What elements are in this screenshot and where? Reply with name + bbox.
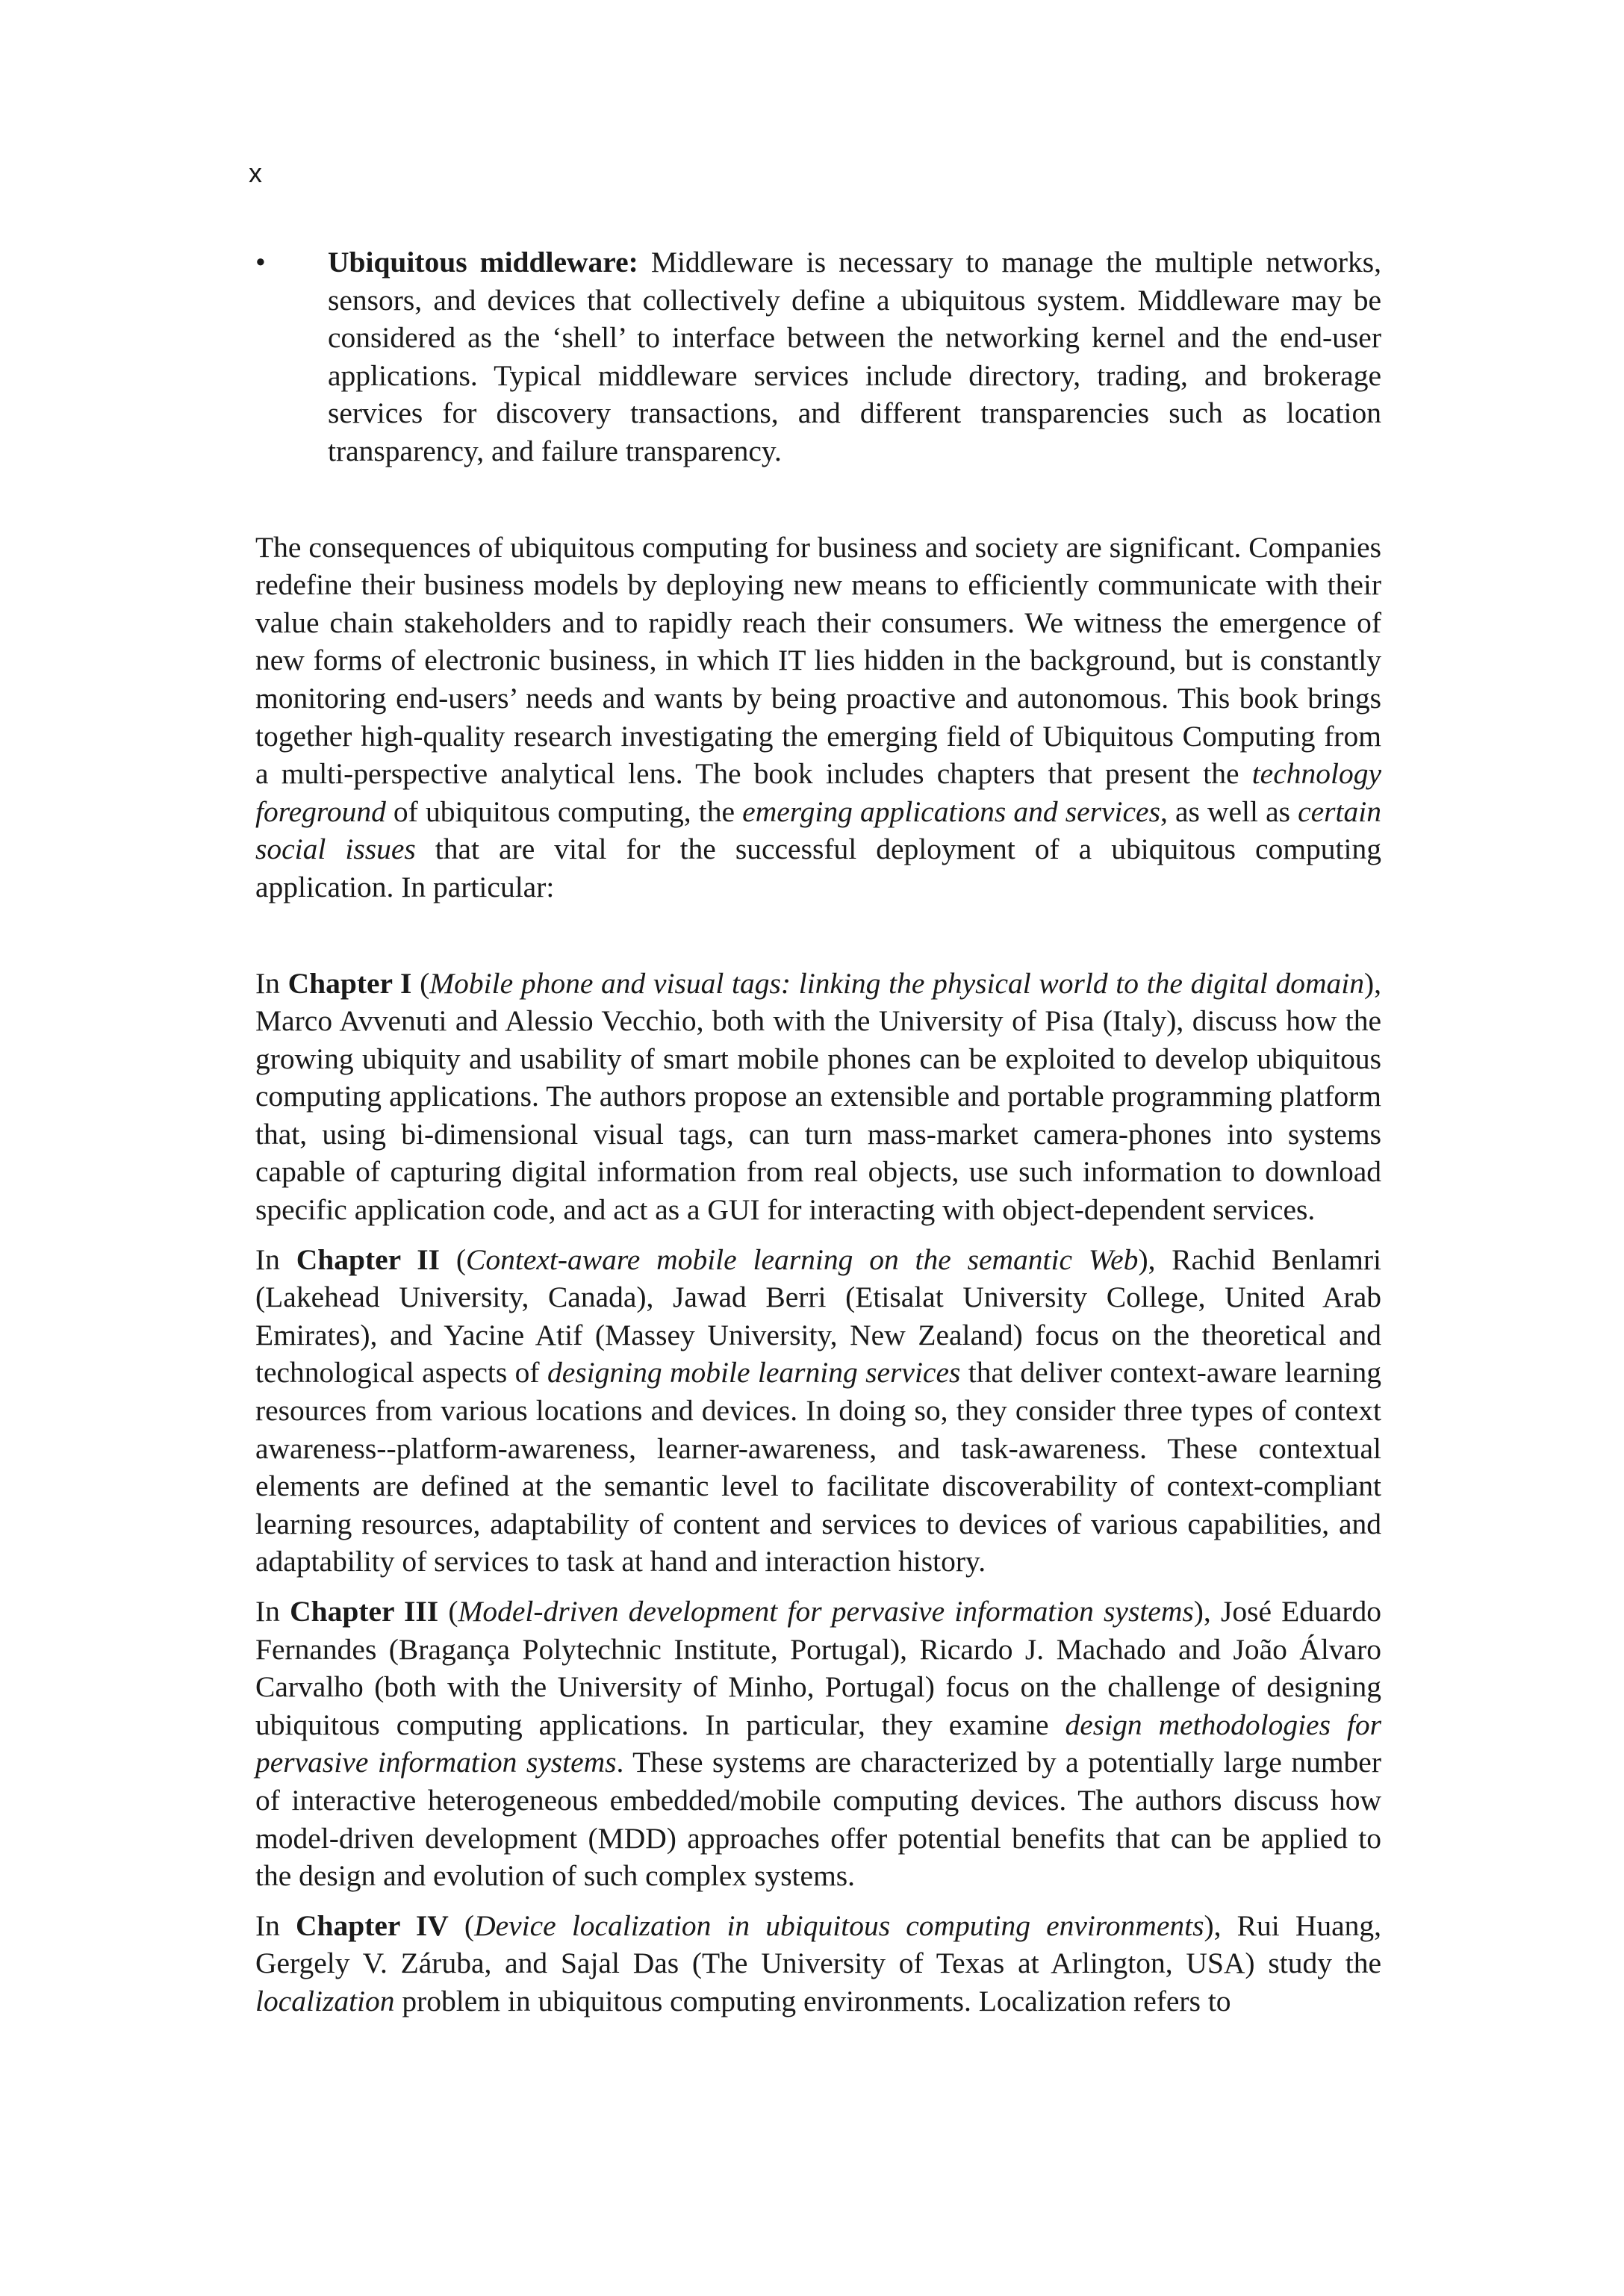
chapter-4-text-2: problem in ubiquitous computing environments. Localization refers to xyxy=(394,1984,1231,2017)
chapter-4-title: Device localization in ubiquitous computing environments xyxy=(474,1908,1204,1942)
chapter-2-prefix: In xyxy=(255,1242,296,1276)
chapter-2-title: Context-aware mobile learning on the semantic Web xyxy=(466,1242,1139,1276)
chapter-2-open: ( xyxy=(440,1242,467,1276)
chapter-4-label: Chapter IV xyxy=(296,1908,449,1942)
intro-emphasis-1: technology foreground xyxy=(255,757,1381,828)
chapter-4-emphasis: localization xyxy=(255,1984,395,2017)
chapter-1-open: ( xyxy=(411,966,430,1000)
intro-emphasis-2: emerging applications and services xyxy=(742,794,1160,828)
chapter-4-prefix: In xyxy=(255,1908,296,1942)
chapter-1-label: Chapter I xyxy=(287,966,412,1000)
intro-text-1: The consequences of ubiquitous computing for business and society are significant. Companies redefine their business models by deploying new means to efficiently communicate with their value chain stakeholders and to rapidly reach their consumers. We witness the emergence of new forms of electronic business, in which IT lies hidden in the background, but is constantly monitoring end-users’ needs and wants by being proactive and autonomous. This book brings together high-quality research investigating the emerging field of Ubiquitous Computing from a multi-perspective analytical lens. The book includes chapters that present the xyxy=(255,530,1381,791)
chapter-1-paragraph xyxy=(255,965,1381,1229)
chapter-1-text: ), Marco Avvenuti and Alessio Vecchio, both with the University of Pisa (Italy), discuss how the growing ubiquity and usability of smart mobile phones can be exploited to develop ubiquitous computing applications. The authors propose an extensible and portable programming platform that, using bi-dimensional visual tags, can turn mass-market camera-phones into systems capable of capturing digital information from real objects, use such information to download specific application code, and act as a GUI for interacting with object-dependent services. xyxy=(255,966,1382,1227)
chapter-4-text-1: ), Rui Huang, Gergely V. Záruba, and Sajal Das (The University of Texas at Arlington, USA) study the xyxy=(255,1908,1381,1980)
intro-emphasis-3: certain social issues xyxy=(255,794,1381,866)
bullet-text: Middleware is necessary to manage the multiple networks, sensors, and devices that collectively define a ubiquitous system. Middleware may be considered as the ‘shell’ to interface between the networking kernel and the end-user applications. Typical middleware services include directory, trading, and brokerage services for discovery transactions, and different transparencies such as location transparency, and failure transparency. xyxy=(328,246,1381,467)
bullet-item-ubiquitous-middleware xyxy=(255,243,1381,470)
chapter-1-title: Mobile phone and visual tags: linking the physical world to the digital domain xyxy=(429,966,1364,1000)
intro-paragraph xyxy=(255,529,1381,906)
page-number: x xyxy=(249,158,262,188)
chapter-3-label: Chapter III xyxy=(290,1595,439,1628)
chapter-4-paragraph xyxy=(255,1907,1381,2020)
chapter-2-label: Chapter II xyxy=(296,1242,441,1276)
chapter-3-text-2: . These systems are characterized by a potentially large number of interactive heterogeneous embedded/mobile computing devices. The authors discuss how model-driven development (MDD) approaches offer potential benefits that can be applied to the design and evolution of such complex systems. xyxy=(255,1746,1381,1893)
chapter-2-paragraph xyxy=(255,1241,1381,1581)
chapter-2-text-1: ), Rachid Benlamri (Lakehead University, Canada), Jawad Berri (Etisalat University College, United Arab Emirates), and Yacine Atif (Massey University, New Zealand) focus on the theoretical and technological aspects of xyxy=(255,1242,1382,1390)
bullet-term: Ubiquitous middleware: xyxy=(328,246,638,279)
chapter-3-paragraph xyxy=(255,1593,1381,1895)
chapter-3-text-1: ), José Eduardo Fernandes (Bragança Polytechnic Institute, Portugal), Ricardo J. Machado and João Álvaro Carvalho (both with the University of Minho, Portugal) focus on the challenge of designing ubiquitous computing applications. In particular, they examine xyxy=(255,1595,1381,1741)
chapter-4-open: ( xyxy=(448,1908,475,1942)
chapter-2-text-2: that deliver context-aware learning resources from various locations and devices. In doing so, they consider three types of context awareness--platform-awareness, learner-awareness, and task-awareness. These contextual elements are defined at the semantic level to facilitate discoverability of context-compliant learning resources, adaptability of content and services to devices of various capabilities, and adaptability of services to task at hand and interaction history. xyxy=(255,1356,1381,1578)
chapter-2-emphasis: designing mobile learning services xyxy=(547,1356,961,1390)
intro-text-2: of ubiquitous computing, the xyxy=(385,794,743,828)
intro-text-3: , as well as xyxy=(1160,794,1298,828)
chapter-1-prefix: In xyxy=(255,966,288,1000)
chapter-3-open: ( xyxy=(438,1595,458,1628)
page-body xyxy=(255,243,1381,2020)
chapter-3-title: Model-driven development for pervasive information systems xyxy=(458,1595,1194,1628)
chapter-3-emphasis: design methodologies for pervasive information systems xyxy=(255,1708,1381,1779)
intro-text-4: that are vital for the successful deployment of a ubiquitous computing application. In particular: xyxy=(255,833,1381,903)
bullet-dot: • xyxy=(255,246,266,279)
chapter-3-prefix: In xyxy=(255,1595,290,1628)
bullet-paragraph xyxy=(328,243,1381,470)
